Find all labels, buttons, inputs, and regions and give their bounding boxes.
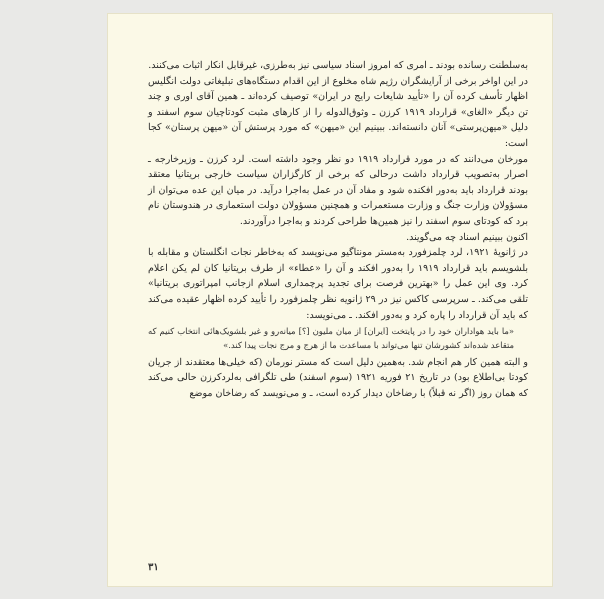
body-text — [148, 58, 528, 401]
paragraph: به‌سلطنت رسانده بودند ـ امری که امروز اسناد سیاسی نیز به‌طرزی، غیرقابل انکار اثبات می‌کنند. — [148, 60, 528, 71]
paragraph: مورخان می‌دانند که در مورد قرارداد ۱۹۱۹ دو نظر وجود داشته است. لرد کرزن ـ وزیرخارجه ـ اصرار به‌تصویب قرارداد داشت درحالی که برخی از کارگزاران سیاست خارجی بریتانیا معتقد بودند قرارداد باید به‌دور افکنده شود و مفاد آن در عمل به‌اجرا درآید. در میان این عده می‌توان از مسؤولان وزارت جنگ و وزارت مستعمرات و همچنین مسؤولان دولت استعماری در هندوستان نام برد که کودتای سوم اسفند را نیز همین‌ها طراحی کردند و به‌اجرا درآوردند. — [148, 153, 528, 227]
paragraph: و البته همین کار هم انجام شد. به‌همین دلیل است که مستر نورمان (که خیلی‌ها معتقدند از جریان کودتا بی‌اطلاع بود) در تاریخ ۲۱ فوریه ۱۹۲۱ (سوم اسفند) طی تلگرافی به‌لردکرزن حالی می‌کند که همان روز (اگر نه قبلاً) با رضاخان دیدار کرده است، ـ و می‌نویسد که رضاخان موضع — [148, 356, 529, 399]
block-quote: «ما باید هواداران خود را در پایتخت [ایران] از میان ملیون [؟] میانه‌رو و غیر بلشویک‌هائی انتخاب کنیم که متقاعد شده‌اند کشورشان تنها می‌تواند با مساعدت ما از هرج و مرج نجات پیدا کند.» — [148, 326, 514, 350]
page-number: ۳۱ — [148, 562, 159, 573]
paragraph: در ژانویهٔ ۱۹۲۱، لرد چلمزفورد به‌مستر مونتاگیو می‌نویسد که به‌خاطر نجات انگلستان و مقابله با بلشویسم باید قرارداد ۱۹۱۹ را به‌دور افکند و آن را «عطاء» از طرف بریتانیا کان لم یکن اعلام کرد. وی این عمل را «بهترین فرصت برای تجدید پرچمداری اسلام ازجانب امپراتوری بریتانیا» تلقی می‌کند. ـ سرپرسی کاکس نیز در ۲۹ ژانویه نظر چلمزفورد را تأیید کرده اظهار عقیده می‌کند که باید آن قرارداد را پاره کرد و به‌دور افکند. ـ می‌نویسد: — [148, 247, 528, 321]
paragraph: اکنون ببینیم اسناد چه می‌گویند. — [406, 231, 528, 243]
paragraph: در این اواخر برخی از آرایشگران رژیم شاه مخلوع از این اقدام دستگاه‌های تبلیغاتی دولت انگلیس اظهار تأسف کرده آن را «تأیید شایعات رایج در ایران» توصیف کرده‌اند ـ همین آقای اوری و چند تن دیگر «الغای» قرارداد ۱۹۱۹ کرزن ـ وثوق‌الدوله را از کارهای مثبت کودتاچیان سوم اسفند و دلیل «میهن‌پرستی» آنان دانسته‌اند. ببینیم این «میهن» که مورد پرستش آن «میهن پرستان» کجا است: — [148, 75, 529, 149]
book-page — [108, 14, 552, 586]
